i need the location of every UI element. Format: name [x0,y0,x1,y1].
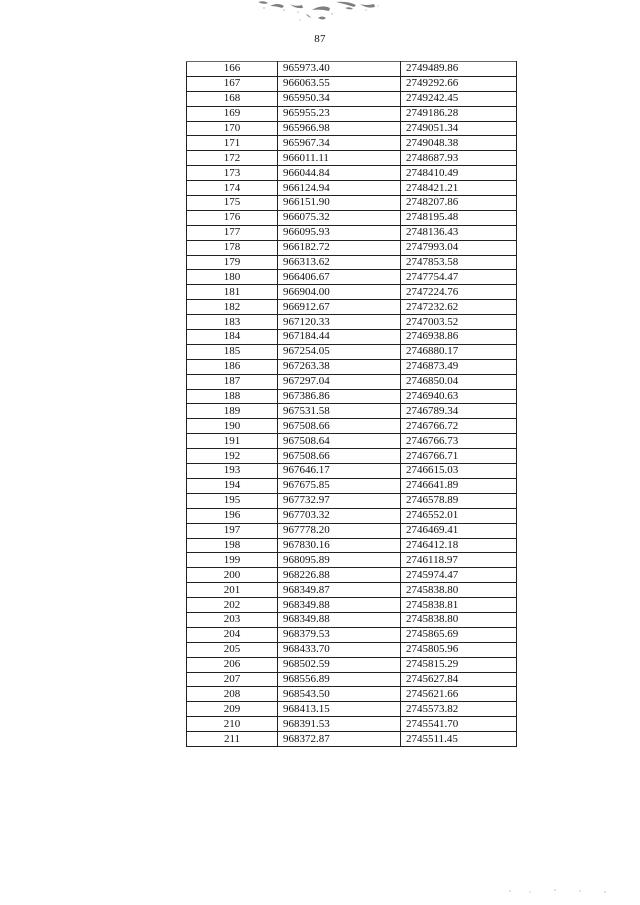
x-coordinate-cell: 966044.84 [278,166,401,181]
x-coordinate-cell: 966011.11 [278,151,401,166]
x-coordinate-cell: 965966.98 [278,121,401,136]
y-coordinate-cell: 2748207.86 [401,196,517,211]
point-number-cell: 195 [187,493,278,508]
y-coordinate-cell: 2748410.49 [401,166,517,181]
table-row [187,225,517,240]
x-coordinate-cell: 967263.38 [278,359,401,374]
table-row [187,404,517,419]
x-coordinate-cell: 966904.00 [278,285,401,300]
point-number-cell: 184 [187,330,278,345]
coordinates-table [186,61,517,747]
point-number-cell: 191 [187,434,278,449]
y-coordinate-cell: 2745838.80 [401,583,517,598]
point-number-cell: 181 [187,285,278,300]
x-coordinate-cell: 966151.90 [278,196,401,211]
table-row [187,300,517,315]
x-coordinate-cell: 967675.85 [278,478,401,493]
table-row [187,344,517,359]
table-row [187,568,517,583]
point-number-cell: 209 [187,702,278,717]
point-number-cell: 199 [187,553,278,568]
point-number-cell: 187 [187,374,278,389]
y-coordinate-cell: 2749048.38 [401,136,517,151]
x-coordinate-cell: 965967.34 [278,136,401,151]
table-row [187,583,517,598]
point-number-cell: 192 [187,449,278,464]
point-number-cell: 188 [187,389,278,404]
y-coordinate-cell: 2747224.76 [401,285,517,300]
y-coordinate-cell: 2745974.47 [401,568,517,583]
x-coordinate-cell: 967508.66 [278,419,401,434]
table-row [187,612,517,627]
point-number-cell: 171 [187,136,278,151]
point-number-cell: 166 [187,62,278,77]
y-coordinate-cell: 2745541.70 [401,717,517,732]
x-coordinate-cell: 967646.17 [278,464,401,479]
table-row [187,627,517,642]
x-coordinate-cell: 965950.34 [278,91,401,106]
y-coordinate-cell: 2746789.34 [401,404,517,419]
y-coordinate-cell: 2745627.84 [401,672,517,687]
table-row [187,166,517,181]
table-row [187,389,517,404]
y-coordinate-cell: 2746766.71 [401,449,517,464]
y-coordinate-cell: 2746641.89 [401,478,517,493]
table-row [187,642,517,657]
y-coordinate-cell: 2746412.18 [401,538,517,553]
table-row [187,672,517,687]
x-coordinate-cell: 968095.89 [278,553,401,568]
x-coordinate-cell: 967254.05 [278,344,401,359]
point-number-cell: 180 [187,270,278,285]
y-coordinate-cell: 2746880.17 [401,344,517,359]
y-coordinate-cell: 2745838.80 [401,612,517,627]
table-row [187,449,517,464]
table-row [187,106,517,121]
table-row [187,374,517,389]
y-coordinate-cell: 2748195.48 [401,210,517,225]
x-coordinate-cell: 965973.40 [278,62,401,77]
table-row [187,76,517,91]
x-coordinate-cell: 968391.53 [278,717,401,732]
table-row [187,717,517,732]
x-coordinate-cell: 968349.88 [278,612,401,627]
y-coordinate-cell: 2749051.34 [401,121,517,136]
y-coordinate-cell: 2748421.21 [401,181,517,196]
table-row [187,255,517,270]
x-coordinate-cell: 968372.87 [278,732,401,747]
point-number-cell: 197 [187,523,278,538]
table-row [187,210,517,225]
y-coordinate-cell: 2748687.93 [401,151,517,166]
x-coordinate-cell: 967830.16 [278,538,401,553]
y-coordinate-cell: 2745838.81 [401,598,517,613]
point-number-cell: 201 [187,583,278,598]
point-number-cell: 172 [187,151,278,166]
x-coordinate-cell: 967508.64 [278,434,401,449]
y-coordinate-cell: 2745511.45 [401,732,517,747]
y-coordinate-cell: 2747003.52 [401,315,517,330]
x-coordinate-cell: 967732.97 [278,493,401,508]
table-row [187,553,517,568]
x-coordinate-cell: 968379.53 [278,627,401,642]
point-number-cell: 202 [187,598,278,613]
coordinates-table-body [187,62,517,747]
x-coordinate-cell: 967508.66 [278,449,401,464]
table-row [187,330,517,345]
x-coordinate-cell: 966912.67 [278,300,401,315]
table-row [187,478,517,493]
point-number-cell: 179 [187,255,278,270]
x-coordinate-cell: 968502.59 [278,657,401,672]
y-coordinate-cell: 2745573.82 [401,702,517,717]
point-number-cell: 168 [187,91,278,106]
y-coordinate-cell: 2749186.28 [401,106,517,121]
table-row [187,181,517,196]
x-coordinate-cell: 965955.23 [278,106,401,121]
table-row [187,702,517,717]
table-row [187,91,517,106]
scan-noise-header [0,0,640,60]
table-row [187,419,517,434]
point-number-cell: 190 [187,419,278,434]
point-number-cell: 174 [187,181,278,196]
x-coordinate-cell: 968543.50 [278,687,401,702]
table-row [187,687,517,702]
point-number-cell: 193 [187,464,278,479]
y-coordinate-cell: 2747993.04 [401,240,517,255]
table-row [187,62,517,77]
x-coordinate-cell: 966313.62 [278,255,401,270]
point-number-cell: 186 [187,359,278,374]
table-row [187,285,517,300]
y-coordinate-cell: 2748136.43 [401,225,517,240]
table-row [187,240,517,255]
table-row [187,508,517,523]
point-number-cell: 170 [187,121,278,136]
point-number-cell: 175 [187,196,278,211]
point-number-cell: 189 [187,404,278,419]
y-coordinate-cell: 2745815.29 [401,657,517,672]
x-coordinate-cell: 966124.94 [278,181,401,196]
y-coordinate-cell: 2745621.66 [401,687,517,702]
y-coordinate-cell: 2747232.62 [401,300,517,315]
y-coordinate-cell: 2746766.73 [401,434,517,449]
point-number-cell: 183 [187,315,278,330]
table-row [187,657,517,672]
table-row [187,151,517,166]
point-number-cell: 208 [187,687,278,702]
y-coordinate-cell: 2746578.89 [401,493,517,508]
table-row [187,538,517,553]
x-coordinate-cell: 968226.88 [278,568,401,583]
x-coordinate-cell: 967297.04 [278,374,401,389]
point-number-cell: 196 [187,508,278,523]
y-coordinate-cell: 2746766.72 [401,419,517,434]
point-number-cell: 167 [187,76,278,91]
y-coordinate-cell: 2746118.97 [401,553,517,568]
point-number-cell: 206 [187,657,278,672]
point-number-cell: 176 [187,210,278,225]
table-row [187,493,517,508]
point-number-cell: 200 [187,568,278,583]
x-coordinate-cell: 967120.33 [278,315,401,330]
y-coordinate-cell: 2746940.63 [401,389,517,404]
x-coordinate-cell: 967703.32 [278,508,401,523]
point-number-cell: 185 [187,344,278,359]
y-coordinate-cell: 2746552.01 [401,508,517,523]
point-number-cell: 194 [187,478,278,493]
point-number-cell: 203 [187,612,278,627]
scan-noise-footer [500,885,620,897]
x-coordinate-cell: 966182.72 [278,240,401,255]
x-coordinate-cell: 968556.89 [278,672,401,687]
table-row [187,523,517,538]
point-number-cell: 211 [187,732,278,747]
page-number: 87 [314,33,326,45]
table-row [187,732,517,747]
x-coordinate-cell: 966095.93 [278,225,401,240]
table-row [187,598,517,613]
x-coordinate-cell: 966406.67 [278,270,401,285]
x-coordinate-cell: 967531.58 [278,404,401,419]
table-row [187,136,517,151]
table-row [187,196,517,211]
table-row [187,315,517,330]
point-number-cell: 207 [187,672,278,687]
table-row [187,434,517,449]
y-coordinate-cell: 2746873.49 [401,359,517,374]
y-coordinate-cell: 2746938.86 [401,330,517,345]
y-coordinate-cell: 2746615.03 [401,464,517,479]
point-number-cell: 204 [187,627,278,642]
point-number-cell: 182 [187,300,278,315]
x-coordinate-cell: 968413.15 [278,702,401,717]
y-coordinate-cell: 2745805.96 [401,642,517,657]
y-coordinate-cell: 2749292.66 [401,76,517,91]
point-number-cell: 169 [187,106,278,121]
table-row [187,464,517,479]
x-coordinate-cell: 968349.88 [278,598,401,613]
point-number-cell: 173 [187,166,278,181]
y-coordinate-cell: 2747853.58 [401,255,517,270]
x-coordinate-cell: 966063.55 [278,76,401,91]
y-coordinate-cell: 2749489.86 [401,62,517,77]
table-row [187,121,517,136]
table-row [187,359,517,374]
x-coordinate-cell: 968433.70 [278,642,401,657]
point-number-cell: 177 [187,225,278,240]
y-coordinate-cell: 2746469.41 [401,523,517,538]
y-coordinate-cell: 2746850.04 [401,374,517,389]
y-coordinate-cell: 2745865.69 [401,627,517,642]
point-number-cell: 205 [187,642,278,657]
x-coordinate-cell: 967184.44 [278,330,401,345]
x-coordinate-cell: 968349.87 [278,583,401,598]
x-coordinate-cell: 967778.20 [278,523,401,538]
x-coordinate-cell: 966075.32 [278,210,401,225]
point-number-cell: 210 [187,717,278,732]
x-coordinate-cell: 967386.86 [278,389,401,404]
y-coordinate-cell: 2747754.47 [401,270,517,285]
y-coordinate-cell: 2749242.45 [401,91,517,106]
point-number-cell: 178 [187,240,278,255]
table-row [187,270,517,285]
point-number-cell: 198 [187,538,278,553]
